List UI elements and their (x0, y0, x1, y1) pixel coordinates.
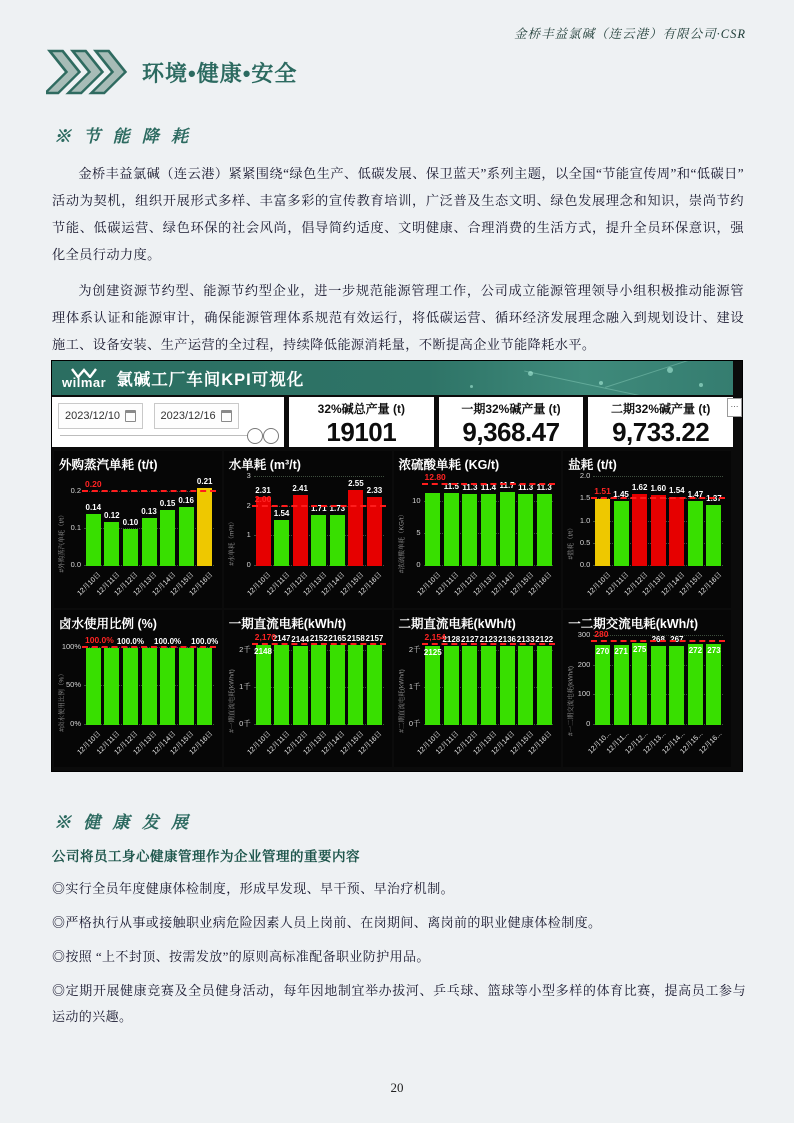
chart-salt-consumption (563, 451, 731, 608)
x-tick-label: 12月12日 (453, 571, 480, 598)
bar (86, 648, 101, 725)
bar-value-label: 271 (614, 646, 628, 656)
bar (499, 480, 515, 566)
x-tick-label: 12月12... (623, 730, 650, 756)
x-tick-label: 12月16日 (188, 730, 215, 757)
bar-value-label: 2148 (254, 647, 272, 657)
x-tick-label: 12月12日 (283, 730, 310, 757)
bar-value-label: 100.0% (116, 636, 144, 646)
bar-value-label: 2.31 (255, 486, 271, 496)
x-tick-label: 12月12日 (623, 571, 650, 598)
date-filter-panel (52, 397, 284, 447)
x-tick-label: 12月10日 (246, 571, 273, 598)
chart-phase1-dc-power (224, 610, 392, 767)
bar-value-label: 1.62 (631, 482, 648, 492)
kpi-card-phase1-output (439, 397, 584, 447)
bar-value-label: 2147 (272, 634, 291, 644)
kpi-label: 32%碱总产量 (t) (317, 402, 405, 416)
bar (480, 482, 497, 566)
bar (191, 636, 219, 725)
bar (104, 510, 120, 567)
bar-value-label: 2152 (309, 634, 328, 644)
bar (687, 489, 704, 566)
bar-value-label: 100.0% (191, 636, 219, 646)
x-tick-label: 12月15日 (509, 571, 536, 598)
bar (365, 634, 384, 725)
bar-value-label: 1.54 (669, 486, 685, 496)
x-tick-label: 12月15日 (339, 730, 366, 757)
bar-value-label: 2158 (346, 633, 365, 643)
charts-grid (52, 449, 733, 769)
date-range-slider[interactable] (60, 435, 258, 436)
bar (272, 634, 291, 725)
bar (309, 634, 328, 725)
bar-value-label: 1.54 (273, 509, 290, 519)
bar (122, 517, 139, 566)
decor-dot (667, 367, 673, 373)
section-heading-health: ※ 健 康 发 展 (54, 813, 192, 832)
slider-handle[interactable] (247, 428, 263, 444)
x-tick-label: 12月14日 (490, 571, 517, 598)
bar (366, 485, 383, 566)
bar (348, 479, 364, 566)
x-tick-label: 12月12日 (113, 571, 140, 598)
page-number: 20 (390, 1080, 404, 1095)
y-tick-label: 0 (586, 719, 591, 728)
y-tick-label: 300 (577, 630, 591, 639)
chart-y-axis-title: #一期直流电耗(kWh/t) (228, 669, 236, 733)
threshold-line (422, 643, 556, 645)
y-tick-label: 100% (61, 641, 81, 651)
threshold-label: 280 (594, 628, 609, 639)
kpi-value: 9,733.22 (612, 417, 710, 447)
chart-plot (412, 471, 554, 598)
bar (595, 645, 610, 725)
threshold-label: 12.80 (424, 471, 446, 482)
bar-value-label: 272 (688, 646, 703, 656)
x-tick-label: 12月13日 (132, 730, 159, 757)
y-tick-label: 2 (246, 500, 251, 510)
bar (256, 645, 271, 725)
bar (442, 635, 461, 725)
bar-value-label: 2.33 (366, 485, 383, 495)
x-tick-label: 12月14日 (320, 571, 347, 598)
x-tick-label: 12月14日 (490, 730, 517, 757)
bullet-item: ◎实行全员年度健康体检制度，形成早发现、早干预、早治疗机制。 (52, 881, 455, 896)
x-tick-label: 12月11日 (265, 730, 291, 756)
chart-y-axis-title: #一二期交流电耗(kWh/t) (567, 666, 575, 737)
y-tick-label: 5 (416, 528, 421, 538)
chart-title: 盐耗 (t/t) (568, 458, 617, 472)
kpi-dashboard (51, 360, 743, 772)
x-tick-label: 12月15日 (509, 730, 536, 757)
y-tick-label: 0 (246, 560, 251, 569)
kpi-card-phase2-output (588, 397, 733, 447)
chart-y-axis-title: #水单耗（m³/t） (228, 518, 236, 566)
chart-title: 一期直流电耗(kWh/t) (228, 617, 347, 631)
bar (462, 483, 478, 566)
bar-value-label: 11.7 (499, 480, 515, 490)
chart-title: 浓硫酸单耗 (KG/t) (398, 458, 500, 472)
bar (650, 483, 667, 566)
y-tick-label: 0.1 (70, 522, 81, 532)
bar (669, 634, 684, 725)
bar-value-label: 2127 (461, 635, 479, 645)
bar-value-label: 0.12 (104, 510, 120, 520)
bar (153, 636, 182, 725)
document-header-company: 金桥丰益氯碱（连云港）有限公司·CSR (514, 27, 746, 41)
x-tick-label: 12月12日 (283, 571, 310, 598)
bar-value-label: 2122 (535, 635, 554, 645)
y-tick-label: 0千 (408, 719, 421, 728)
chart-title: 水单耗 (m³/t) (228, 458, 301, 472)
chart-y-axis-title: #卤水使用比例（%） (58, 670, 66, 732)
x-tick-label: 12月14日 (660, 571, 687, 598)
x-tick-label: 12月10日 (76, 571, 103, 598)
y-tick-label: 2千 (239, 644, 251, 654)
wilmar-wordmark: wilmar (62, 375, 107, 390)
bar-value-label: 0.10 (122, 517, 139, 527)
bar-value-label: 2144 (291, 634, 310, 644)
threshold-label: 0.20 (85, 478, 102, 489)
x-tick-label: 12月16... (698, 730, 724, 756)
chart-purchased-steam-unit-consumption (54, 451, 222, 608)
decor-dot (699, 383, 703, 387)
triple-chevron-logo-icon (46, 48, 128, 96)
x-tick-label: 12月13日 (641, 571, 668, 598)
x-tick-label: 12月16日 (357, 730, 384, 757)
threshold-label: 2,170 (254, 631, 277, 642)
bar-value-label: 11.3 (518, 483, 534, 493)
dashboard-titlebar (52, 361, 733, 395)
x-tick-label: 12月12日 (113, 730, 140, 757)
decor-line (605, 361, 691, 388)
wilmar-logo (62, 368, 106, 388)
bar (669, 486, 685, 566)
threshold-line (591, 497, 725, 499)
bar (595, 499, 610, 566)
x-tick-label: 12月16日 (697, 571, 724, 598)
chart-plot (579, 471, 724, 598)
bar (688, 644, 703, 725)
chart-ac-power-both-phases (563, 610, 731, 767)
x-tick-label: 12月13日 (471, 571, 498, 598)
bar-value-label: 11.5 (443, 481, 459, 491)
x-tick-label: 12月10日 (416, 730, 443, 757)
bar (632, 643, 647, 725)
date-from-value: 2023/12/10 (65, 410, 121, 422)
bar-value-label: 0.21 (196, 477, 213, 487)
x-tick-label: 12月14... (661, 730, 687, 756)
chart-plot (70, 477, 215, 598)
bar (273, 509, 290, 566)
threshold-line (252, 643, 386, 645)
decor-line (524, 371, 642, 395)
paragraph: 为创建资源节约型、能源节约型企业，进一步规范能源管理工作，公司成立能源管理领导小组积极推动能源管理体系认证和能源审计，确保能源管理体系规范有效运行，将低碳运营、循环经济发展理念融入到规划设计、建设施工、设备安装、生产运营的全过程，持续降低能源消耗量，不断提高企业节能降耗水平。 (52, 283, 744, 352)
bar-value-label: 11.3 (536, 483, 552, 493)
kpi-label: 二期32%碱产量 (t) (611, 402, 711, 416)
bar (613, 490, 629, 566)
bullet-item: ◎严格执行从事或接触职业病危险因素人员上岗前、在岗期间、离岗前的职业健康体检制度。 (52, 915, 602, 930)
threshold-label: 1.51 (594, 485, 611, 496)
calendar-icon[interactable] (221, 410, 232, 422)
bar-value-label: 0.15 (159, 499, 176, 509)
x-tick-label: 12月12日 (453, 730, 480, 757)
bar (651, 634, 666, 726)
chart-plot (246, 471, 384, 598)
bar (479, 635, 498, 725)
bar (706, 494, 722, 566)
more-options-icon[interactable]: ⋯ (727, 398, 742, 417)
x-tick-label: 12月10日 (586, 571, 612, 598)
bar (142, 648, 157, 725)
bar (346, 633, 365, 725)
bar (196, 477, 213, 566)
bar (516, 634, 535, 725)
y-tick-label: 100 (577, 689, 591, 699)
threshold-label: 2.00 (254, 493, 272, 504)
x-tick-label: 12月15... (679, 730, 705, 756)
x-tick-label: 12月11... (605, 730, 631, 756)
x-tick-label: 12月14日 (320, 730, 347, 757)
bar (178, 495, 194, 566)
x-tick-label: 12月15日 (339, 571, 366, 598)
bar (310, 504, 327, 566)
x-tick-label: 12月10日 (246, 730, 273, 757)
x-tick-label: 12月13日 (471, 730, 498, 757)
threshold-line (422, 483, 556, 485)
bar (535, 635, 554, 725)
bar (159, 499, 176, 566)
chart-brine-usage-ratio (54, 610, 222, 767)
paragraph: 金桥丰益氯碱（连云港）紧紧围绕“绿色生产、低碳发展、保卫蓝天”系列主题，以全国“节能宣传周”和“低碳日”活动为契机，组织开展形式多样、丰富多彩的宣传教育培训，广泛普及生态文明、绿色发展理念和知识，崇尚节约节能、低碳运营、绿色环保的社会风尚，倡导简约适度、文明健康、合理消费的生活方式，提升全员环保意识，强化全员行动力度。 (52, 166, 744, 262)
bar-value-label: 2165 (328, 633, 347, 643)
dashboard-title: 氯碱工厂车间KPI可视化 (116, 371, 305, 389)
x-tick-label: 12月16日 (527, 730, 554, 757)
kpi-label: 一期32%碱产量 (t) (461, 402, 561, 416)
bar (328, 633, 347, 725)
y-tick-label: 0千 (239, 719, 251, 728)
page-title: 环境•健康•安全 (142, 60, 298, 86)
x-tick-label: 12月11日 (265, 571, 291, 597)
section-banner (46, 48, 297, 96)
x-tick-label: 12月11日 (95, 730, 122, 756)
bar (706, 644, 721, 725)
bar-value-label: 0.14 (85, 503, 102, 513)
y-tick-label: 10 (412, 496, 421, 506)
bar-value-label: 0.16 (178, 495, 194, 505)
x-tick-label: 12月11日 (604, 571, 631, 597)
x-tick-label: 12月14日 (151, 571, 177, 598)
x-tick-label: 12月11日 (435, 730, 461, 756)
y-tick-label: 1千 (239, 681, 251, 691)
y-tick-label: 1.0 (579, 515, 591, 525)
bar (291, 634, 310, 726)
kpi-card-total-output (289, 397, 434, 447)
bar (631, 482, 648, 566)
x-tick-label: 12月15日 (169, 730, 196, 757)
health-lead-text: 公司将员工身心健康管理作为企业管理的重要内容 (52, 849, 360, 864)
slider-handle[interactable] (263, 428, 279, 444)
y-tick-label: 0.0 (579, 560, 591, 569)
bar-value-label: 1.71 (310, 504, 327, 514)
bar-value-label: 2125 (423, 648, 442, 658)
chart-plot (408, 632, 554, 757)
chart-water-unit-consumption (224, 451, 392, 608)
x-tick-label: 12月13... (642, 730, 668, 756)
x-tick-label: 12月13日 (302, 571, 329, 598)
bullet-item: ◎按照 “上不封顶、按需发放”的原则高标准配备职业防护用品。 (52, 949, 430, 964)
bar (179, 648, 194, 725)
threshold-line (82, 646, 216, 648)
threshold-line (591, 640, 725, 642)
bar-value-label: 270 (595, 646, 610, 656)
y-tick-label: 2.0 (579, 471, 591, 480)
bar-value-label: 267 (670, 634, 684, 644)
y-tick-label: 0.5 (579, 537, 591, 547)
bar-value-label: 2123 (479, 635, 498, 645)
threshold-line (252, 505, 386, 507)
bar (536, 483, 552, 566)
x-tick-label: 12月13日 (302, 730, 329, 757)
date-to-input[interactable] (154, 403, 239, 429)
x-tick-label: 12月10日 (76, 730, 103, 757)
y-tick-label: 200 (577, 659, 591, 669)
bar (141, 506, 157, 566)
x-tick-label: 12月14日 (151, 730, 177, 757)
health-bullet-list (52, 876, 746, 1038)
bar (518, 483, 534, 566)
gridline (254, 476, 384, 477)
bar (425, 646, 440, 725)
bar (104, 648, 119, 725)
y-tick-label: 0% (70, 719, 81, 728)
y-tick-label: 0.2 (70, 485, 81, 495)
x-tick-label: 12月11日 (435, 571, 461, 597)
bar-value-label: 1.60 (650, 483, 667, 493)
bar-value-label: 0.13 (141, 506, 157, 516)
date-from-input[interactable] (58, 403, 143, 429)
kpi-value: 9,368.47 (462, 417, 560, 447)
bar-value-label: 1.47 (687, 489, 704, 499)
x-tick-label: 12月15日 (169, 571, 196, 598)
x-tick-label: 12月16日 (357, 571, 384, 598)
y-tick-label: 0.0 (70, 560, 81, 569)
chart-sulfuric-acid-unit-consumption (394, 451, 562, 608)
chart-phase2-dc-power (394, 610, 562, 767)
bar (85, 503, 102, 566)
bar-value-label: 275 (632, 645, 647, 655)
bar-value-label: 2133 (516, 634, 535, 644)
bar-value-label: 2136 (498, 634, 516, 644)
bar-value-label: 100.0% (153, 636, 182, 646)
chart-plot (239, 631, 384, 757)
threshold-label: 2,154 (424, 632, 446, 643)
bar-value-label: 1.45 (613, 490, 629, 500)
bar-value-label: 2157 (365, 634, 384, 644)
chart-title: 卤水使用比例 (%) (59, 617, 157, 631)
threshold-label: 100.0% (85, 634, 114, 645)
decor-dot (599, 381, 603, 385)
bar-value-label: 2.41 (292, 483, 308, 493)
x-tick-label: 12月16日 (527, 571, 554, 598)
chart-y-axis-title: #外购蒸汽单耗（t/t） (58, 511, 66, 573)
bar-value-label: 273 (707, 646, 721, 656)
gridline (593, 476, 723, 477)
y-tick-label: 3 (246, 471, 251, 480)
x-tick-label: 12月10日 (416, 571, 443, 598)
bar-value-label: 1.37 (706, 494, 722, 504)
calendar-icon[interactable] (125, 410, 136, 422)
bar (329, 503, 346, 566)
threshold-line (82, 490, 216, 492)
kpi-value: 19101 (326, 417, 397, 447)
bar-value-label: 11.4 (480, 482, 497, 492)
chart-title: 一二期交流电耗(kWh/t) (568, 617, 699, 631)
y-tick-label: 1 (246, 530, 251, 540)
energy-paragraphs (52, 160, 744, 367)
y-tick-label: 0 (416, 560, 421, 569)
x-tick-label: 12月13日 (132, 571, 159, 598)
y-tick-label: 50% (65, 680, 81, 690)
y-tick-label: 1.5 (579, 493, 591, 503)
chart-y-axis-title: #盐耗（t/t） (567, 524, 575, 560)
y-tick-label: 2千 (408, 644, 421, 654)
dashboard-kpi-row (52, 395, 733, 449)
bar-value-label: 11.3 (462, 483, 478, 493)
section-heading-energy: ※ 节 能 降 耗 (54, 127, 192, 146)
bar (614, 645, 629, 725)
chart-title: 外购蒸汽单耗 (t/t) (59, 458, 158, 472)
bar (116, 636, 144, 725)
chart-y-axis-title: #二期直流电耗(kWh/t) (398, 669, 405, 733)
chart-y-axis-title: #浓硫酸单耗（KG/t） (398, 510, 405, 574)
bar (461, 635, 479, 725)
bar (443, 481, 459, 566)
date-to-value: 2023/12/16 (160, 410, 216, 422)
chart-plot (577, 628, 724, 756)
bar (498, 634, 516, 725)
bar-value-label: 2.55 (348, 479, 364, 489)
bar-value-label: 268 (651, 634, 665, 644)
x-tick-label: 12月16日 (188, 571, 215, 598)
chart-title: 二期直流电耗(kWh/t) (398, 617, 516, 631)
x-tick-label: 12月11日 (95, 571, 122, 597)
bullet-item: ◎定期开展健康竞赛及全员健身活动，每年因地制宜举办拔河、乒乓球、篮球等小型多样的体育比赛，提高员工参与运动的兴趣。 (52, 983, 746, 1024)
decor-dot (470, 385, 473, 388)
x-tick-label: 12月15日 (678, 571, 705, 598)
bar (425, 493, 440, 566)
bar-value-label: 1.73 (329, 503, 346, 513)
bar (254, 486, 272, 566)
x-tick-label: 12月10... (586, 730, 612, 756)
bar-value-label: 2128 (442, 635, 461, 645)
y-tick-label: 1千 (408, 681, 421, 691)
